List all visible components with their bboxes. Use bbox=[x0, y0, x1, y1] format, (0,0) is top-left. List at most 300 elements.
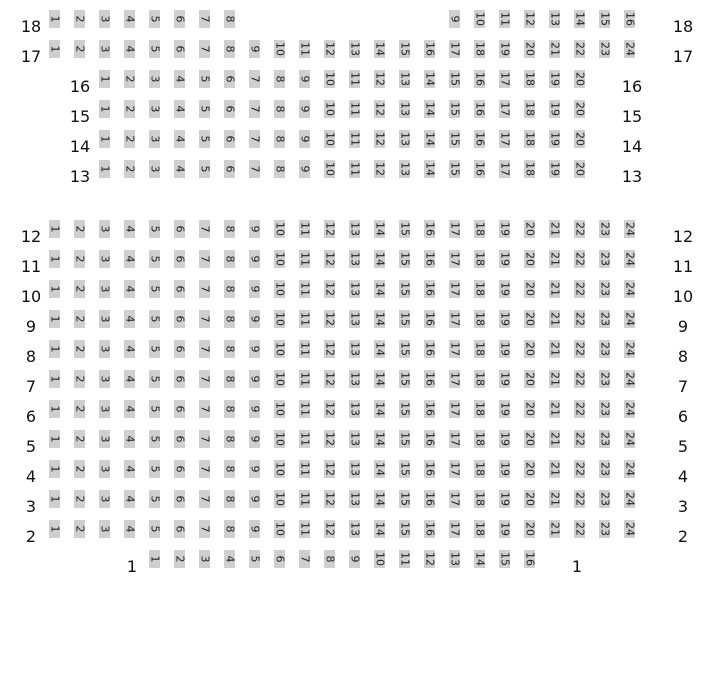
seat-row-6-1[interactable] bbox=[49, 400, 60, 418]
seat-row-2-24[interactable] bbox=[624, 520, 635, 538]
seat-row-14-9[interactable] bbox=[299, 130, 310, 148]
seat-row-13-11[interactable] bbox=[349, 160, 360, 178]
seat-row-3-12[interactable] bbox=[324, 490, 335, 508]
seat-row-17-8[interactable] bbox=[224, 40, 235, 58]
seat-row-12-5[interactable] bbox=[149, 220, 160, 238]
seat-row-16-19[interactable] bbox=[549, 70, 560, 88]
seat-row-3-7[interactable] bbox=[199, 490, 210, 508]
seat-row-18-5[interactable] bbox=[149, 10, 160, 28]
seat-row-4-24[interactable] bbox=[624, 460, 635, 478]
seat-row-7-5[interactable] bbox=[149, 370, 160, 388]
seat-row-10-12[interactable] bbox=[324, 280, 335, 298]
seat-row-14-1[interactable] bbox=[99, 130, 110, 148]
seat-row-15-15[interactable] bbox=[449, 100, 460, 118]
seat-row-12-22[interactable] bbox=[574, 220, 585, 238]
seat-row-8-3[interactable] bbox=[99, 340, 110, 358]
seat-row-8-18[interactable] bbox=[474, 340, 485, 358]
seat-row-2-14[interactable] bbox=[374, 520, 385, 538]
seat-row-9-18[interactable] bbox=[474, 310, 485, 328]
seat-row-11-19[interactable] bbox=[499, 250, 510, 268]
seat-row-17-19[interactable] bbox=[499, 40, 510, 58]
seat-row-12-24[interactable] bbox=[624, 220, 635, 238]
seat-row-11-5[interactable] bbox=[149, 250, 160, 268]
seat-row-1-5[interactable] bbox=[249, 550, 260, 568]
seat-row-16-2[interactable] bbox=[124, 70, 135, 88]
seat-row-11-14[interactable] bbox=[374, 250, 385, 268]
seat-row-6-10[interactable] bbox=[274, 400, 285, 418]
seat-row-6-18[interactable] bbox=[474, 400, 485, 418]
seat-row-9-15[interactable] bbox=[399, 310, 410, 328]
seat-row-15-16[interactable] bbox=[474, 100, 485, 118]
seat-row-16-6[interactable] bbox=[224, 70, 235, 88]
seat-row-7-2[interactable] bbox=[74, 370, 85, 388]
seat-row-8-21[interactable] bbox=[549, 340, 560, 358]
seat-row-17-15[interactable] bbox=[399, 40, 410, 58]
seat-row-8-13[interactable] bbox=[349, 340, 360, 358]
seat-row-11-2[interactable] bbox=[74, 250, 85, 268]
seat-row-8-14[interactable] bbox=[374, 340, 385, 358]
seat-row-3-21[interactable] bbox=[549, 490, 560, 508]
seat-row-9-3[interactable] bbox=[99, 310, 110, 328]
seat-row-9-22[interactable] bbox=[574, 310, 585, 328]
seat-row-9-24[interactable] bbox=[624, 310, 635, 328]
seat-row-7-19[interactable] bbox=[499, 370, 510, 388]
seat-row-18-13[interactable] bbox=[549, 10, 560, 28]
seat-row-10-6[interactable] bbox=[174, 280, 185, 298]
seat-row-17-4[interactable] bbox=[124, 40, 135, 58]
seat-row-10-16[interactable] bbox=[424, 280, 435, 298]
seat-row-3-2[interactable] bbox=[74, 490, 85, 508]
seat-row-4-19[interactable] bbox=[499, 460, 510, 478]
seat-row-7-10[interactable] bbox=[274, 370, 285, 388]
seat-row-10-14[interactable] bbox=[374, 280, 385, 298]
seat-row-12-2[interactable] bbox=[74, 220, 85, 238]
seat-row-12-21[interactable] bbox=[549, 220, 560, 238]
seat-row-8-1[interactable] bbox=[49, 340, 60, 358]
seat-row-4-17[interactable] bbox=[449, 460, 460, 478]
seat-row-7-7[interactable] bbox=[199, 370, 210, 388]
seat-row-9-21[interactable] bbox=[549, 310, 560, 328]
seat-row-3-9[interactable] bbox=[249, 490, 260, 508]
seat-row-8-11[interactable] bbox=[299, 340, 310, 358]
seat-row-12-10[interactable] bbox=[274, 220, 285, 238]
seat-row-9-4[interactable] bbox=[124, 310, 135, 328]
seat-row-7-16[interactable] bbox=[424, 370, 435, 388]
seat-row-14-5[interactable] bbox=[199, 130, 210, 148]
seat-row-12-15[interactable] bbox=[399, 220, 410, 238]
seat-row-5-1[interactable] bbox=[49, 430, 60, 448]
seat-row-10-8[interactable] bbox=[224, 280, 235, 298]
seat-row-1-2[interactable] bbox=[174, 550, 185, 568]
seat-row-8-15[interactable] bbox=[399, 340, 410, 358]
seat-row-10-13[interactable] bbox=[349, 280, 360, 298]
seat-row-17-16[interactable] bbox=[424, 40, 435, 58]
seat-row-11-8[interactable] bbox=[224, 250, 235, 268]
seat-row-4-2[interactable] bbox=[74, 460, 85, 478]
seat-row-7-14[interactable] bbox=[374, 370, 385, 388]
seat-row-7-15[interactable] bbox=[399, 370, 410, 388]
seat-row-1-13[interactable] bbox=[449, 550, 460, 568]
seat-row-17-24[interactable] bbox=[624, 40, 635, 58]
seat-row-4-8[interactable] bbox=[224, 460, 235, 478]
seat-row-10-17[interactable] bbox=[449, 280, 460, 298]
seat-row-2-12[interactable] bbox=[324, 520, 335, 538]
seat-row-6-2[interactable] bbox=[74, 400, 85, 418]
seat-row-8-2[interactable] bbox=[74, 340, 85, 358]
seat-row-7-23[interactable] bbox=[599, 370, 610, 388]
seat-row-3-13[interactable] bbox=[349, 490, 360, 508]
seat-row-15-2[interactable] bbox=[124, 100, 135, 118]
seat-row-16-4[interactable] bbox=[174, 70, 185, 88]
seat-row-12-1[interactable] bbox=[49, 220, 60, 238]
seat-row-4-12[interactable] bbox=[324, 460, 335, 478]
seat-row-7-8[interactable] bbox=[224, 370, 235, 388]
seat-row-2-15[interactable] bbox=[399, 520, 410, 538]
seat-row-11-6[interactable] bbox=[174, 250, 185, 268]
seat-row-10-10[interactable] bbox=[274, 280, 285, 298]
seat-row-8-10[interactable] bbox=[274, 340, 285, 358]
seat-row-16-10[interactable] bbox=[324, 70, 335, 88]
seat-row-14-3[interactable] bbox=[149, 130, 160, 148]
seat-row-4-21[interactable] bbox=[549, 460, 560, 478]
seat-row-1-15[interactable] bbox=[499, 550, 510, 568]
seat-row-17-1[interactable] bbox=[49, 40, 60, 58]
seat-row-4-13[interactable] bbox=[349, 460, 360, 478]
seat-row-18-4[interactable] bbox=[124, 10, 135, 28]
seat-row-4-15[interactable] bbox=[399, 460, 410, 478]
seat-row-3-23[interactable] bbox=[599, 490, 610, 508]
seat-row-18-14[interactable] bbox=[574, 10, 585, 28]
seat-row-6-20[interactable] bbox=[524, 400, 535, 418]
seat-row-11-7[interactable] bbox=[199, 250, 210, 268]
seat-row-17-5[interactable] bbox=[149, 40, 160, 58]
seat-row-8-24[interactable] bbox=[624, 340, 635, 358]
seat-row-7-4[interactable] bbox=[124, 370, 135, 388]
seat-row-1-10[interactable] bbox=[374, 550, 385, 568]
seat-row-13-19[interactable] bbox=[549, 160, 560, 178]
seat-row-3-16[interactable] bbox=[424, 490, 435, 508]
seat-row-4-14[interactable] bbox=[374, 460, 385, 478]
seat-row-15-14[interactable] bbox=[424, 100, 435, 118]
seat-row-15-8[interactable] bbox=[274, 100, 285, 118]
seat-row-18-15[interactable] bbox=[599, 10, 610, 28]
seat-row-16-7[interactable] bbox=[249, 70, 260, 88]
seat-row-14-10[interactable] bbox=[324, 130, 335, 148]
seat-row-3-4[interactable] bbox=[124, 490, 135, 508]
seat-row-17-9[interactable] bbox=[249, 40, 260, 58]
seat-row-10-21[interactable] bbox=[549, 280, 560, 298]
seat-row-8-7[interactable] bbox=[199, 340, 210, 358]
seat-row-16-9[interactable] bbox=[299, 70, 310, 88]
seat-row-15-12[interactable] bbox=[374, 100, 385, 118]
seat-row-2-18[interactable] bbox=[474, 520, 485, 538]
seat-row-13-16[interactable] bbox=[474, 160, 485, 178]
seat-row-7-9[interactable] bbox=[249, 370, 260, 388]
seat-row-7-1[interactable] bbox=[49, 370, 60, 388]
seat-row-5-9[interactable] bbox=[249, 430, 260, 448]
seat-row-7-13[interactable] bbox=[349, 370, 360, 388]
seat-row-16-12[interactable] bbox=[374, 70, 385, 88]
seat-row-17-3[interactable] bbox=[99, 40, 110, 58]
seat-row-10-15[interactable] bbox=[399, 280, 410, 298]
seat-row-17-21[interactable] bbox=[549, 40, 560, 58]
seat-row-6-23[interactable] bbox=[599, 400, 610, 418]
seat-row-14-2[interactable] bbox=[124, 130, 135, 148]
seat-row-7-11[interactable] bbox=[299, 370, 310, 388]
seat-row-11-9[interactable] bbox=[249, 250, 260, 268]
seat-row-4-23[interactable] bbox=[599, 460, 610, 478]
seat-row-3-14[interactable] bbox=[374, 490, 385, 508]
seat-row-6-5[interactable] bbox=[149, 400, 160, 418]
seat-row-12-14[interactable] bbox=[374, 220, 385, 238]
seat-row-7-3[interactable] bbox=[99, 370, 110, 388]
seat-row-3-1[interactable] bbox=[49, 490, 60, 508]
seat-row-1-9[interactable] bbox=[349, 550, 360, 568]
seat-row-18-10[interactable] bbox=[474, 10, 485, 28]
seat-row-17-7[interactable] bbox=[199, 40, 210, 58]
seat-row-13-7[interactable] bbox=[249, 160, 260, 178]
seat-row-5-4[interactable] bbox=[124, 430, 135, 448]
seat-row-7-17[interactable] bbox=[449, 370, 460, 388]
seat-row-1-12[interactable] bbox=[424, 550, 435, 568]
seat-row-12-13[interactable] bbox=[349, 220, 360, 238]
seat-row-5-18[interactable] bbox=[474, 430, 485, 448]
seat-row-6-21[interactable] bbox=[549, 400, 560, 418]
seat-row-8-20[interactable] bbox=[524, 340, 535, 358]
seat-row-1-8[interactable] bbox=[324, 550, 335, 568]
seat-row-7-22[interactable] bbox=[574, 370, 585, 388]
seat-row-9-12[interactable] bbox=[324, 310, 335, 328]
seat-row-10-19[interactable] bbox=[499, 280, 510, 298]
seat-row-15-7[interactable] bbox=[249, 100, 260, 118]
seat-row-4-5[interactable] bbox=[149, 460, 160, 478]
seat-row-8-12[interactable] bbox=[324, 340, 335, 358]
seat-row-2-16[interactable] bbox=[424, 520, 435, 538]
seat-row-17-18[interactable] bbox=[474, 40, 485, 58]
seat-row-17-23[interactable] bbox=[599, 40, 610, 58]
seat-row-6-22[interactable] bbox=[574, 400, 585, 418]
seat-row-2-9[interactable] bbox=[249, 520, 260, 538]
seat-row-10-23[interactable] bbox=[599, 280, 610, 298]
seat-row-12-12[interactable] bbox=[324, 220, 335, 238]
seat-row-11-16[interactable] bbox=[424, 250, 435, 268]
seat-row-9-16[interactable] bbox=[424, 310, 435, 328]
seat-row-4-11[interactable] bbox=[299, 460, 310, 478]
seat-row-4-3[interactable] bbox=[99, 460, 110, 478]
seat-row-10-22[interactable] bbox=[574, 280, 585, 298]
seat-row-15-5[interactable] bbox=[199, 100, 210, 118]
seat-row-1-11[interactable] bbox=[399, 550, 410, 568]
seat-row-18-12[interactable] bbox=[524, 10, 535, 28]
seat-row-1-6[interactable] bbox=[274, 550, 285, 568]
seat-row-18-2[interactable] bbox=[74, 10, 85, 28]
seat-row-7-21[interactable] bbox=[549, 370, 560, 388]
seat-row-7-24[interactable] bbox=[624, 370, 635, 388]
seat-row-11-17[interactable] bbox=[449, 250, 460, 268]
seat-row-6-16[interactable] bbox=[424, 400, 435, 418]
seat-row-14-7[interactable] bbox=[249, 130, 260, 148]
seat-row-4-6[interactable] bbox=[174, 460, 185, 478]
seat-row-14-6[interactable] bbox=[224, 130, 235, 148]
seat-row-5-15[interactable] bbox=[399, 430, 410, 448]
seat-row-14-8[interactable] bbox=[274, 130, 285, 148]
seat-row-1-16[interactable] bbox=[524, 550, 535, 568]
seat-row-14-15[interactable] bbox=[449, 130, 460, 148]
seat-row-11-1[interactable] bbox=[49, 250, 60, 268]
seat-row-17-10[interactable] bbox=[274, 40, 285, 58]
seat-row-2-23[interactable] bbox=[599, 520, 610, 538]
seat-row-4-16[interactable] bbox=[424, 460, 435, 478]
seat-row-5-17[interactable] bbox=[449, 430, 460, 448]
seat-row-13-5[interactable] bbox=[199, 160, 210, 178]
seat-row-10-5[interactable] bbox=[149, 280, 160, 298]
seat-row-5-21[interactable] bbox=[549, 430, 560, 448]
seat-row-18-8[interactable] bbox=[224, 10, 235, 28]
seat-row-13-12[interactable] bbox=[374, 160, 385, 178]
seat-row-4-9[interactable] bbox=[249, 460, 260, 478]
seat-row-18-3[interactable] bbox=[99, 10, 110, 28]
seat-row-2-6[interactable] bbox=[174, 520, 185, 538]
seat-row-11-20[interactable] bbox=[524, 250, 535, 268]
seat-row-4-20[interactable] bbox=[524, 460, 535, 478]
seat-row-11-21[interactable] bbox=[549, 250, 560, 268]
seat-row-17-6[interactable] bbox=[174, 40, 185, 58]
seat-row-5-2[interactable] bbox=[74, 430, 85, 448]
seat-row-5-8[interactable] bbox=[224, 430, 235, 448]
seat-row-5-13[interactable] bbox=[349, 430, 360, 448]
seat-row-16-3[interactable] bbox=[149, 70, 160, 88]
seat-row-10-7[interactable] bbox=[199, 280, 210, 298]
seat-row-9-2[interactable] bbox=[74, 310, 85, 328]
seat-row-3-18[interactable] bbox=[474, 490, 485, 508]
seat-row-3-24[interactable] bbox=[624, 490, 635, 508]
seat-row-11-22[interactable] bbox=[574, 250, 585, 268]
seat-row-3-17[interactable] bbox=[449, 490, 460, 508]
seat-row-2-8[interactable] bbox=[224, 520, 235, 538]
seat-row-17-20[interactable] bbox=[524, 40, 535, 58]
seat-row-13-20[interactable] bbox=[574, 160, 585, 178]
seat-row-13-2[interactable] bbox=[124, 160, 135, 178]
seat-row-4-7[interactable] bbox=[199, 460, 210, 478]
seat-row-6-7[interactable] bbox=[199, 400, 210, 418]
seat-row-6-15[interactable] bbox=[399, 400, 410, 418]
seat-row-3-22[interactable] bbox=[574, 490, 585, 508]
seat-row-8-19[interactable] bbox=[499, 340, 510, 358]
seat-row-3-11[interactable] bbox=[299, 490, 310, 508]
seat-row-14-11[interactable] bbox=[349, 130, 360, 148]
seat-row-2-10[interactable] bbox=[274, 520, 285, 538]
seat-row-16-16[interactable] bbox=[474, 70, 485, 88]
seat-row-3-10[interactable] bbox=[274, 490, 285, 508]
seat-row-16-18[interactable] bbox=[524, 70, 535, 88]
seat-row-13-3[interactable] bbox=[149, 160, 160, 178]
seat-row-13-17[interactable] bbox=[499, 160, 510, 178]
seat-row-8-17[interactable] bbox=[449, 340, 460, 358]
seat-row-8-22[interactable] bbox=[574, 340, 585, 358]
seat-row-8-23[interactable] bbox=[599, 340, 610, 358]
seat-row-15-9[interactable] bbox=[299, 100, 310, 118]
seat-row-17-12[interactable] bbox=[324, 40, 335, 58]
seat-row-9-13[interactable] bbox=[349, 310, 360, 328]
seat-row-3-20[interactable] bbox=[524, 490, 535, 508]
seat-row-11-10[interactable] bbox=[274, 250, 285, 268]
seat-row-9-5[interactable] bbox=[149, 310, 160, 328]
seat-row-14-19[interactable] bbox=[549, 130, 560, 148]
seat-row-12-7[interactable] bbox=[199, 220, 210, 238]
seat-row-8-5[interactable] bbox=[149, 340, 160, 358]
seat-row-11-4[interactable] bbox=[124, 250, 135, 268]
seat-row-16-20[interactable] bbox=[574, 70, 585, 88]
seat-row-6-3[interactable] bbox=[99, 400, 110, 418]
seat-row-4-18[interactable] bbox=[474, 460, 485, 478]
seat-row-9-10[interactable] bbox=[274, 310, 285, 328]
seat-row-15-3[interactable] bbox=[149, 100, 160, 118]
seat-row-12-8[interactable] bbox=[224, 220, 235, 238]
seat-row-5-3[interactable] bbox=[99, 430, 110, 448]
seat-row-6-4[interactable] bbox=[124, 400, 135, 418]
seat-row-1-7[interactable] bbox=[299, 550, 310, 568]
seat-row-7-12[interactable] bbox=[324, 370, 335, 388]
seat-row-18-7[interactable] bbox=[199, 10, 210, 28]
seat-row-17-14[interactable] bbox=[374, 40, 385, 58]
seat-row-2-1[interactable] bbox=[49, 520, 60, 538]
seat-row-15-20[interactable] bbox=[574, 100, 585, 118]
seat-row-10-18[interactable] bbox=[474, 280, 485, 298]
seat-row-13-8[interactable] bbox=[274, 160, 285, 178]
seat-row-8-8[interactable] bbox=[224, 340, 235, 358]
seat-row-6-24[interactable] bbox=[624, 400, 635, 418]
seat-row-3-19[interactable] bbox=[499, 490, 510, 508]
seat-row-12-4[interactable] bbox=[124, 220, 135, 238]
seat-row-1-3[interactable] bbox=[199, 550, 210, 568]
seat-row-15-6[interactable] bbox=[224, 100, 235, 118]
seat-row-6-13[interactable] bbox=[349, 400, 360, 418]
seat-row-5-5[interactable] bbox=[149, 430, 160, 448]
seat-row-16-17[interactable] bbox=[499, 70, 510, 88]
seat-row-18-9[interactable] bbox=[449, 10, 460, 28]
seat-row-10-4[interactable] bbox=[124, 280, 135, 298]
seat-row-6-17[interactable] bbox=[449, 400, 460, 418]
seat-row-4-10[interactable] bbox=[274, 460, 285, 478]
seat-row-16-1[interactable] bbox=[99, 70, 110, 88]
seat-row-13-9[interactable] bbox=[299, 160, 310, 178]
seat-row-5-24[interactable] bbox=[624, 430, 635, 448]
seat-row-2-17[interactable] bbox=[449, 520, 460, 538]
seat-row-3-8[interactable] bbox=[224, 490, 235, 508]
seat-row-12-18[interactable] bbox=[474, 220, 485, 238]
seat-row-9-7[interactable] bbox=[199, 310, 210, 328]
seat-row-3-5[interactable] bbox=[149, 490, 160, 508]
seat-row-12-6[interactable] bbox=[174, 220, 185, 238]
seat-row-10-11[interactable] bbox=[299, 280, 310, 298]
seat-row-18-6[interactable] bbox=[174, 10, 185, 28]
seat-row-16-15[interactable] bbox=[449, 70, 460, 88]
seat-row-2-4[interactable] bbox=[124, 520, 135, 538]
seat-row-2-20[interactable] bbox=[524, 520, 535, 538]
seat-row-9-14[interactable] bbox=[374, 310, 385, 328]
seat-row-1-14[interactable] bbox=[474, 550, 485, 568]
seat-row-2-11[interactable] bbox=[299, 520, 310, 538]
seat-row-15-13[interactable] bbox=[399, 100, 410, 118]
seat-row-2-3[interactable] bbox=[99, 520, 110, 538]
seat-row-15-17[interactable] bbox=[499, 100, 510, 118]
seat-row-10-24[interactable] bbox=[624, 280, 635, 298]
seat-row-14-20[interactable] bbox=[574, 130, 585, 148]
seat-row-12-11[interactable] bbox=[299, 220, 310, 238]
seat-row-9-17[interactable] bbox=[449, 310, 460, 328]
seat-row-12-17[interactable] bbox=[449, 220, 460, 238]
seat-row-10-9[interactable] bbox=[249, 280, 260, 298]
